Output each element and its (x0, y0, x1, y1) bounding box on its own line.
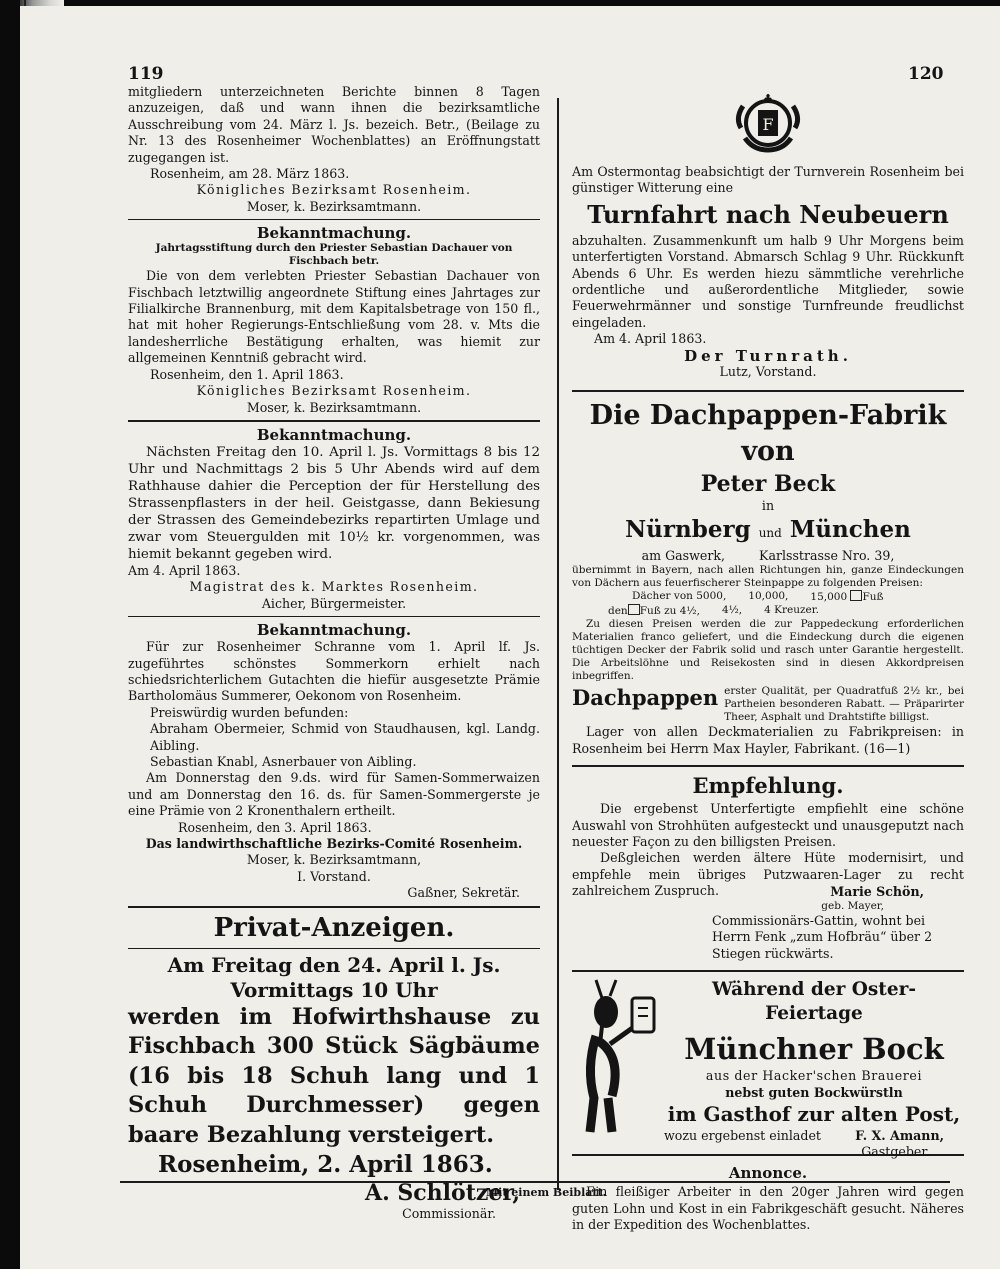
recommendation-title: Empfehlung. (692, 773, 844, 799)
announcement-signature-role: I. Vorstand. (297, 868, 371, 884)
roofing-factory-in: in (761, 498, 775, 514)
separator (128, 219, 540, 220)
roofing-terms-text: Zu diesen Preisen werden die zur Pappedeckung erforderlichen Materialien franco geliefert, und die Eindeckung durch die eigenen tüchtigen Decker der Fabrik solid und rasch unter Garantie hergestellt. Die Arbeitslöhne und Reisekosten sind in diesen Akkordpreisen inbegriffen. (572, 618, 964, 683)
price-cell: Dächer von 5000, (632, 590, 727, 603)
roofing-stock-text (572, 724, 964, 757)
bock-ad-title: Während der Oster-Feiertage (711, 979, 917, 1025)
announcement-signature-name: Moser, k. Bezirksamtmann, (246, 852, 422, 868)
address-part: Karlsstrasse Nro. 39, (759, 547, 895, 563)
announcement-signature-office: Magistrat des k. Marktes Rosenheim. (189, 579, 479, 595)
announcement-text: Preiswürdig wurden befunden: (150, 704, 349, 720)
notice-signature-name: Moser, k. Bezirksamtmann. (246, 198, 422, 214)
announcement-subtitle: Jahrtagsstiftung durch den Priester Sebastian Dachauer von Fischbach betr. (155, 242, 513, 268)
svg-text:♣: ♣ (763, 92, 773, 105)
bock-invitation: wozu ergebenst einladet (664, 1127, 821, 1143)
page-bottom-rule (120, 1181, 950, 1183)
gymnastics-intro: Am Ostermontag beabsichtigt der Turnverein Rosenheim bei günstiger Witterung eine (572, 164, 964, 196)
announcement-date: Rosenheim, den 3. April 1863. (178, 819, 372, 835)
announcement-date: Rosenheim, den 1. April 1863. (150, 366, 344, 382)
separator (128, 420, 540, 422)
svg-text:F: F (762, 115, 774, 134)
bock-signature-role: Gastgeber. (861, 1144, 930, 1160)
notice-signature-office: Königliches Bezirksamt Rosenheim. (196, 182, 472, 198)
separator (128, 906, 540, 908)
announcement-signature-office: Königliches Bezirksamt Rosenheim. (196, 383, 472, 399)
separator (128, 948, 540, 949)
bock-invitation-row (664, 1128, 964, 1144)
separator (572, 390, 964, 392)
price-cell (810, 590, 883, 604)
auction-date-line: Am Freitag den 24. April l. Js. (167, 952, 501, 977)
private-ads-heading: Privat-Anzeigen. (213, 912, 455, 943)
column-divider (557, 98, 559, 1190)
right-page-number: 120 (908, 64, 944, 84)
recommendation-text: Deßgleichen werden ältere Hüte modernisirt, und empfehle mein übriges Putzwaaren-Lager zu recht zahlreichem Zuspruch. (572, 850, 964, 899)
announcement-title: Bekanntmachung. (256, 224, 412, 243)
announcement-text: Nächsten Freitag den 10. April l. Js. Vormittags 8 bis 12 Uhr und Nachmittags 2 bis 5 Uhr Abends wird auf dem Rathhause dahier die Perception der für Herstellung des Strassenpflasters in der heil. Geistgasse, dann Bekiesung der Strassen des Gemeindebezirks repartirten Umlage und zwar vom Steuergulden mit 10½ kr. vorgenommen, was hiemit bekannt gegeben wird. (128, 444, 540, 562)
bock-venue: im Gasthof zur alten Post, (667, 1101, 961, 1126)
separator (572, 765, 964, 767)
recommendation-address: Commissionärs-Gattin, wohnt bei Herrn Fenk „zum Hofbräu“ über 2 Stiegen rückwärts. (712, 912, 933, 961)
awardee-name: Sebastian Knabl, Asnerbauer von Aibling. (150, 753, 417, 769)
city-nuernberg: Nürnberg (625, 515, 751, 543)
newspaper-page (20, 6, 1000, 1269)
ad-reference: (16—1) (863, 740, 911, 756)
announcement-text: Am Donnerstag den 9.ds. wird für Samen-Sommerwaizen und am Donnerstag den 16. ds. für Samen-Sommergerste je eine Prämie von 2 Kronenthalern ertheilt. (128, 770, 540, 819)
auction-time-line: Vormittags 10 Uhr (230, 977, 438, 1002)
announcement-title: Bekanntmachung. (256, 621, 412, 640)
roofing-quality-text: erster Qualität, per Quadratfuß 2½ kr., bei Partheien besonderen Rabatt. — Präparirter Theer, Asphalt und Drahtstifte billigst. (724, 685, 964, 724)
announcement-title: Bekanntmachung. (256, 425, 412, 444)
bock-beer-name: Münchner Bock (684, 1032, 944, 1067)
bock-brewery: aus der Hacker'schen Brauerei (705, 1068, 923, 1084)
roofing-product: Dachpappen (572, 685, 719, 711)
left-column (128, 84, 540, 1223)
right-column (572, 84, 964, 1233)
notice-date: Rosenheim, am 28. März 1863. (150, 166, 350, 182)
recommendation-text: Die ergebenst Unterfertigte empfiehlt eine schöne Auswahl von Strohhüten aufgesteckt und unausgeputzt nach neuester Façon zu den billigsten Preisen. (572, 801, 964, 849)
roofing-factory-title: Die Dachpappen-Fabrik von (589, 400, 947, 468)
rate-label: den (608, 605, 628, 618)
gymnastics-signature-body: Der Turnrath. (684, 346, 852, 365)
rate-value: Fuß zu 4½, (639, 605, 700, 618)
announcement-text: Für zur Rosenheimer Schranne vom 1. April lf. Js. zugeführtes schönstes Sommerkorn erhielt nach schiedsrichterlichem Gutachten die hiefür ausgesetzte Prämie Bartholomäus Summerer, Oekonom von Rosenheim. (128, 639, 540, 704)
city-and: und (758, 525, 782, 540)
roofing-stock-line: Lager von allen Deckmaterialien zu Fabrikpreisen: in Rosenheim bei Herrn Max Hayler, Fabrikant. (572, 724, 964, 756)
gymnastics-signature-name: Lutz, Vorstand. (719, 364, 817, 380)
announcement-text: Die von dem verlebten Priester Sebastian Dachauer von Fischbach letztwillig angeordnete Stiftung eines Jahrtages zur Filialkirche Brannenburg, mit dem Kapitalsbetrage von 150 fl., hat mit hoher Regierungs-Entschließung vom 28. v. Mts die landesherrliche Bestätigung erhalten, was hiemit zur allgemeinen Kenntniß gebracht wird. (128, 268, 540, 366)
gymnastics-text: abzuhalten. Zusammenkunft um halb 9 Uhr Morgens beim unterfertigten Vorstand. Abmarsch Schlag 9 Uhr. Rückkunft Abends 6 Uhr. Es werden hiezu sämmtliche verehrliche ordentliche und außerordentliche Mitglieder, sowie Feuerwehrmänner und sonstige Turnfreunde freudlichst eingeladen. (572, 232, 964, 330)
square-symbol-icon (850, 590, 862, 601)
city-muenchen: München (789, 515, 911, 543)
gymnastics-club-emblem-icon (733, 88, 803, 158)
bock-signature: F. X. Amann, (855, 1127, 944, 1143)
gymnastics-title: Turnfahrt nach Neubeuern (587, 199, 949, 229)
announcement-date: Am 4. April 1863. (128, 562, 241, 578)
recommendation-signature: Marie Schön, (830, 883, 924, 899)
bock-sausages: nebst guten Bockwürstln (725, 1084, 903, 1100)
price-value: 15,000 (810, 591, 848, 604)
roofing-price-row (572, 590, 964, 604)
roofing-rate-row (572, 604, 964, 618)
price-cell: 10,000, (748, 590, 789, 603)
awardee-name: Abraham Obermeier, Schmid von Staudhausen, kgl. Landg. Aibling. (150, 721, 540, 753)
price-unit: Fuß (862, 591, 884, 604)
roofing-offer-text: übernimmt in Bayern, nach allen Richtungen hin, ganze Eindeckungen von Dächern aus feuerfischerer Steinpappe zu folgenden Preisen: (572, 564, 964, 590)
rate-cell: 4½, (721, 604, 743, 617)
announcement-signature-name: Moser, k. Bezirksamtmann. (246, 399, 422, 415)
gymnastics-date: Am 4. April 1863. (594, 331, 707, 347)
rate-cell: 4 Kreuzer. (764, 604, 819, 617)
left-page-number: 119 (128, 64, 164, 84)
job-ad-title: Annonce. (728, 1164, 808, 1183)
notice-continuation-text: mitgliedern unterzeichneten Berichte binnen 8 Tagen anzuzeigen, daß und wann ihnen die bezirksamtliche Ausschreibung vom 24. März l. Js. bezeich. Betr., (Beilage zu Nr. 13 des Rosenheimer Wochenblattes) an Eröffnungstatt zugegangen ist. (128, 84, 540, 165)
square-symbol-icon (628, 604, 640, 615)
separator (572, 970, 964, 972)
separator (128, 616, 540, 617)
auction-signature-role: Commissionär. (402, 1206, 496, 1222)
job-ad-text: Ein fleißiger Arbeiter in den 20ger Jahren wird gegen guten Lohn und Kost in ein Fabrikgeschäft gesucht. Näheres in der Expedition des Wochenblattes. (572, 1184, 964, 1232)
auction-date: Rosenheim, 2. April 1863. (158, 1151, 493, 1179)
rate-cell (608, 604, 700, 618)
roofing-factory-cities (572, 515, 964, 548)
bock-ad-text (664, 978, 964, 1161)
announcement-signature-name: Aicher, Bürgermeister. (261, 595, 407, 611)
auction-signature: A. Schlötzer, (365, 1180, 520, 1207)
address-part: am Gaswerk, (641, 547, 726, 563)
auction-text: werden im Hofwirthshause zu Fischbach 300 Stück Sägbäume (16 bis 18 Schuh lang und 1 Schuh Durchmesser) gegen baare Bezahlung versteigert. (128, 1003, 540, 1148)
roofing-factory-address (572, 548, 964, 564)
bock-beer-ad (572, 978, 964, 1160)
goat-holding-beer-icon (572, 978, 664, 1136)
recommendation-maiden-name: geb. Mayer, (821, 899, 884, 912)
announcement-signature-office: Das landwirthschaftliche Bezirks-Comité Rosenheim. (145, 836, 523, 851)
roofing-quality-row (572, 685, 964, 724)
supplement-note: Mit einem Beiblatt. (486, 1186, 607, 1199)
announcement-signature-secretary: Gaßner, Sekretär. (407, 885, 520, 901)
roofing-factory-owner: Peter Beck (700, 471, 836, 498)
